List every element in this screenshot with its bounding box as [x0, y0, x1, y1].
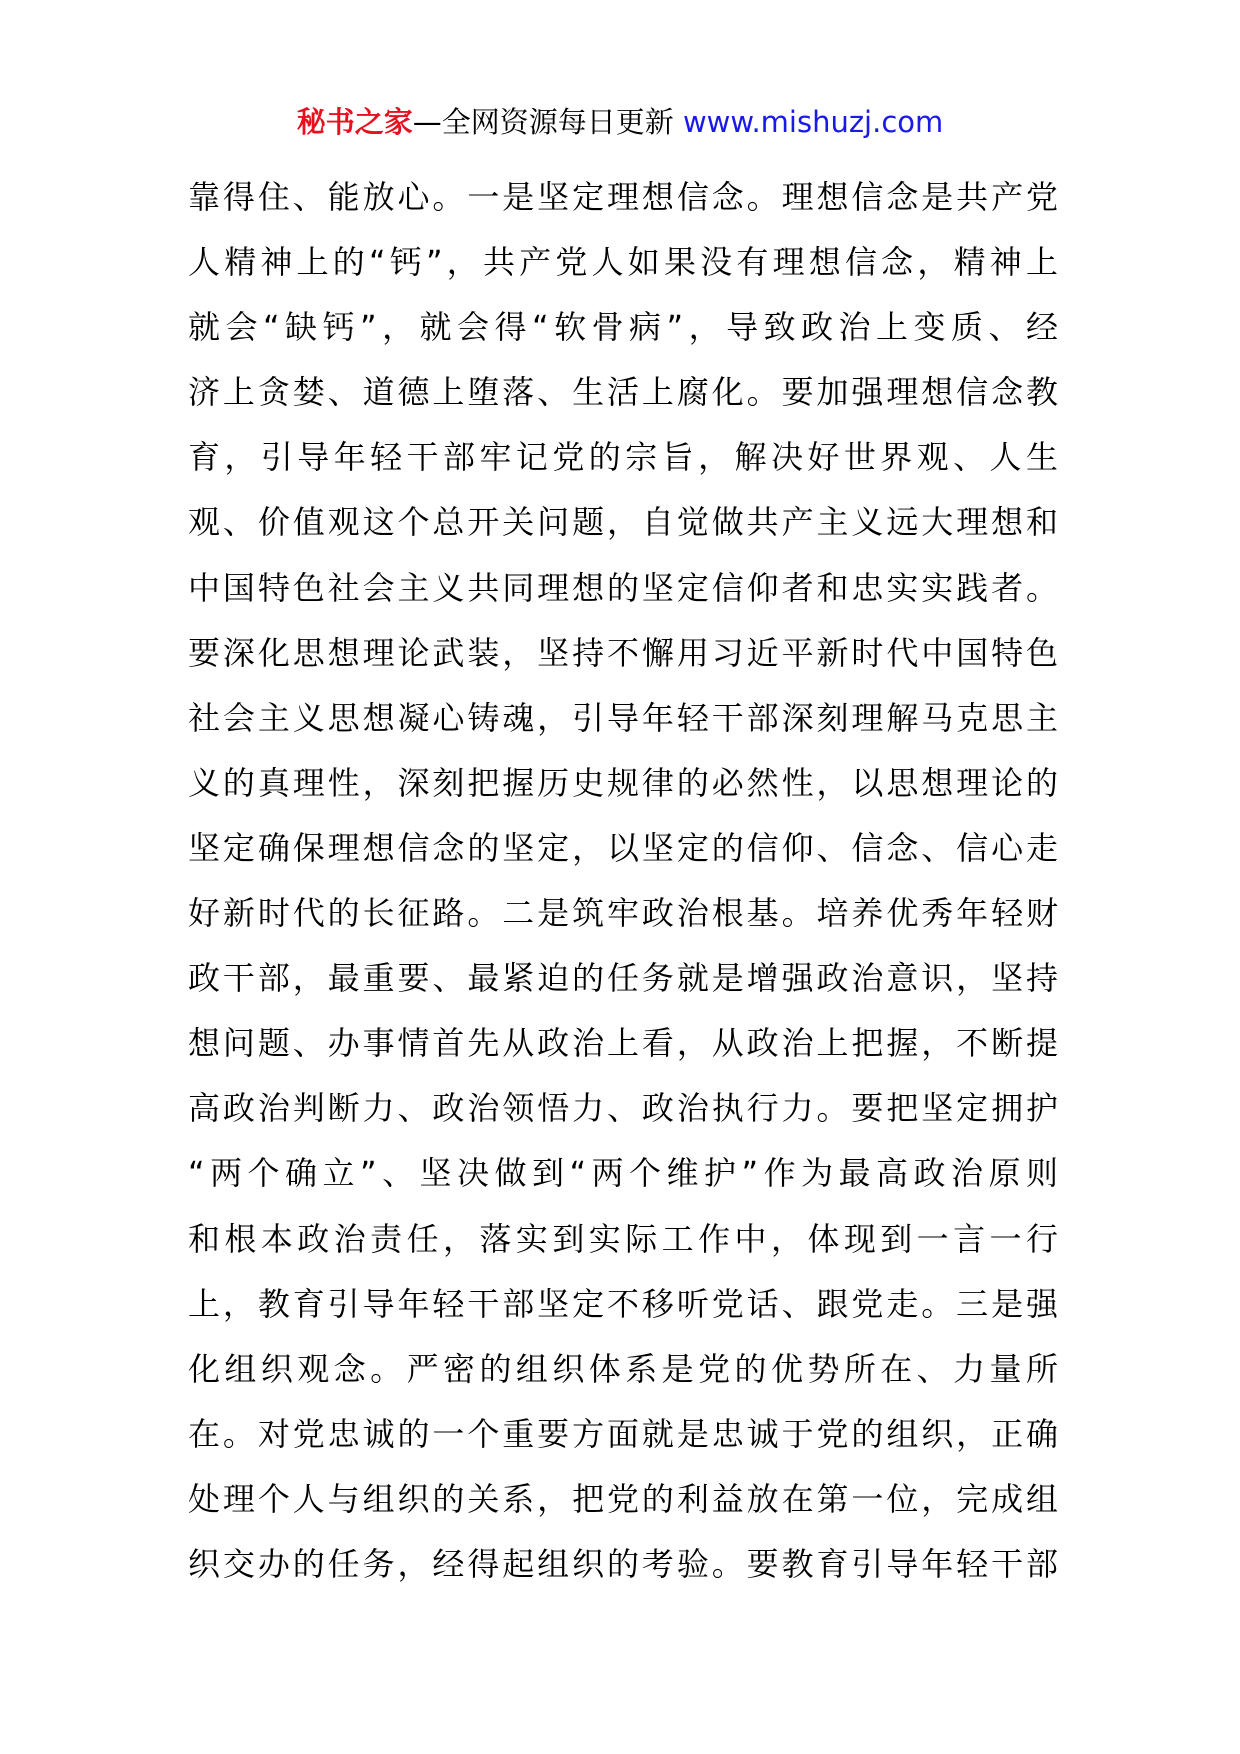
header-tagline: —全网资源每日更新 [412, 105, 683, 139]
text-line: 要深化思想理论武装，坚持不懈用习近平新时代中国特色 [188, 633, 1058, 672]
text-line: 在。对党忠诚的一个重要方面就是忠诚于党的组织，正确 [188, 1414, 1058, 1453]
text-line: 织交办的任务，经得起组织的考验。要教育引导年轻干部 [188, 1544, 1058, 1583]
text-line: 中国特色社会主义共同理想的坚定信仰者和忠实实践者。 [188, 568, 1058, 607]
site-url-link[interactable]: www.mishuzj.com [682, 105, 944, 139]
text-line: 育，引导年轻干部牢记党的宗旨，解决好世界观、人生 [188, 438, 1058, 477]
text-line: 政干部，最重要、最紧迫的任务就是增强政治意识，坚持 [188, 959, 1058, 998]
page-header [0, 102, 1240, 142]
text-line: 好新时代的长征路。二是筑牢政治根基。培养优秀年轻财 [188, 894, 1058, 933]
text-line: 高政治判断力、政治领悟力、政治执行力。要把坚定拥护 [188, 1089, 1058, 1128]
text-line: 坚定确保理想信念的坚定，以坚定的信仰、信念、信心走 [188, 828, 1058, 867]
text-line: 上，教育引导年轻干部坚定不移听党话、跟党走。三是强 [188, 1284, 1058, 1323]
text-line: 社会主义思想凝心铸魂，引导年轻干部深刻理解马克思主 [188, 698, 1058, 737]
text-line: 化组织观念。严密的组织体系是党的优势所在、力量所 [188, 1349, 1058, 1388]
text-line: 济上贪婪、道德上堕落、生活上腐化。要加强理想信念教 [188, 373, 1058, 412]
text-line: 和根本政治责任，落实到实际工作中，体现到一言一行 [188, 1219, 1058, 1258]
body-paragraph [188, 165, 1058, 1597]
text-line: 义的真理性，深刻把握历史规律的必然性，以思想理论的 [188, 763, 1058, 802]
text-line: 想问题、办事情首先从政治上看，从政治上把握，不断提 [188, 1024, 1058, 1063]
text-line: 就会“缺钙”，就会得“软骨病”，导致政治上变质、经 [188, 308, 1058, 347]
text-line: “两个确立”、坚决做到“两个维护”作为最高政治原则 [188, 1154, 1058, 1193]
text-line: 处理个人与组织的关系，把党的利益放在第一位，完成组 [188, 1479, 1058, 1518]
brand-name: 秘书之家 [296, 105, 413, 139]
text-line: 靠得住、能放心。一是坚定理想信念。理想信念是共产党 [188, 178, 1058, 216]
text-line: 人精神上的“钙”，共产党人如果没有理想信念，精神上 [188, 243, 1058, 282]
text-line: 观、价值观这个总开关问题，自觉做共产主义远大理想和 [188, 503, 1058, 542]
